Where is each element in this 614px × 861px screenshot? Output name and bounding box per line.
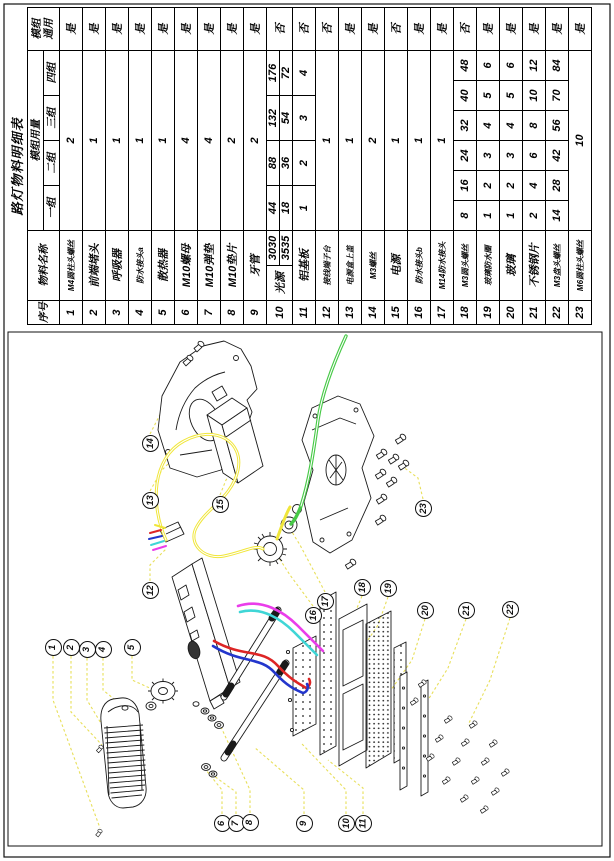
- row-qty: 2: [244, 50, 267, 230]
- row-common: 否: [454, 7, 477, 50]
- page-title: 路灯物料明细表: [10, 117, 25, 216]
- col-header-seq: 序号: [28, 301, 60, 325]
- balloon-2: [63, 639, 80, 656]
- row-common: 否: [385, 7, 408, 50]
- qty-group3: 54: [280, 96, 293, 141]
- row-name: 散热器: [152, 231, 175, 301]
- balloon-number: 20: [419, 604, 431, 616]
- small-screws-left: [95, 744, 103, 837]
- row-qty: 1: [83, 50, 106, 230]
- row-name: 电源盒上盖: [339, 231, 362, 301]
- row-seq: 15: [385, 301, 408, 325]
- balloon-14: [142, 435, 159, 452]
- row-name: M6圆柱头螺丝: [569, 231, 592, 301]
- variant-label: 3030: [267, 231, 280, 266]
- row-name: 不锈钢片: [523, 231, 546, 301]
- row-common: 是: [152, 7, 175, 50]
- qty-sub5: 70: [546, 81, 569, 111]
- row-seq: 20: [500, 301, 523, 325]
- balloon-number: 7: [230, 820, 242, 826]
- qty-sub1: 8: [454, 201, 477, 231]
- row-common: 是: [546, 7, 569, 50]
- balloon-8: [242, 814, 259, 831]
- col-header-group-usage: 模组用量: [28, 50, 44, 230]
- balloon-23: [415, 500, 432, 517]
- qty-sub1: 14: [546, 201, 569, 231]
- balloon-16: [305, 607, 322, 624]
- row-common: 否: [267, 7, 293, 50]
- balloon-number: 15: [214, 498, 226, 510]
- row-seq: 12: [316, 301, 339, 325]
- col-header-group1: 一组: [44, 186, 60, 231]
- balloon-10: [338, 815, 355, 832]
- qty-sub5: 5: [500, 81, 523, 111]
- row-name: 接线端子台: [316, 231, 339, 301]
- row-common: 否: [316, 7, 339, 50]
- terminal-stub-blue: [149, 536, 162, 539]
- row-seq: 14: [362, 301, 385, 325]
- row-name: 玻璃防水圈: [477, 231, 500, 301]
- qty-sub5: 5: [477, 81, 500, 111]
- balloon-18: [354, 579, 371, 596]
- row-seq: 2: [83, 301, 106, 325]
- row-seq: 16: [408, 301, 431, 325]
- balloon-number: 22: [504, 603, 516, 615]
- row-qty: 1: [152, 50, 175, 230]
- row-qty: 1: [316, 50, 339, 230]
- qty-sub4: 8: [523, 111, 546, 141]
- row-common: 是: [408, 7, 431, 50]
- qty-sub2: 2: [500, 171, 523, 201]
- row-common: 是: [60, 7, 83, 50]
- washers: [193, 702, 224, 777]
- qty-sub2: 16: [454, 171, 477, 201]
- row-qty: 4: [175, 50, 198, 230]
- qty-sub6: 48: [454, 50, 477, 80]
- qty-sub1: 1: [500, 201, 523, 231]
- balloon-number: 23: [417, 502, 429, 514]
- qty-group4: 4: [293, 50, 316, 95]
- qty-sub3: 3: [477, 141, 500, 171]
- row-common: 是: [569, 7, 592, 50]
- balloon-21: [458, 602, 475, 619]
- qty-sub6: 12: [523, 50, 546, 80]
- row-seq: 3: [106, 301, 129, 325]
- qty-sub5: 40: [454, 81, 477, 111]
- balloon-17: [317, 593, 334, 610]
- row-seq: 6: [175, 301, 198, 325]
- row-qty: 2: [221, 50, 244, 230]
- row-name: 铝基板: [293, 231, 316, 301]
- row-name: 呼吸器: [106, 231, 129, 301]
- balloon-number: 18: [356, 581, 368, 593]
- qty-sub4: 4: [500, 111, 523, 141]
- row-common: 是: [106, 7, 129, 50]
- row-common: 是: [523, 7, 546, 50]
- row-qty: 4: [198, 50, 221, 230]
- row-common: 是: [175, 7, 198, 50]
- balloon-number: 11: [357, 818, 369, 828]
- balloon-number: 21: [460, 604, 472, 616]
- balloon-number: 6: [216, 820, 228, 826]
- row-qty: 2: [362, 50, 385, 230]
- qty-sub4: 32: [454, 111, 477, 141]
- row-qty: 1: [106, 50, 129, 230]
- row-name: 光源: [267, 266, 293, 301]
- terminal-stub-red: [150, 530, 161, 533]
- qty-sub4: 56: [546, 111, 569, 141]
- row-name: M4圆柱头螺丝: [60, 231, 83, 301]
- qty-group3: 3: [293, 96, 316, 141]
- qty-group3: 132: [267, 96, 280, 141]
- row-common: 是: [339, 7, 362, 50]
- qty-sub1: 1: [477, 201, 500, 231]
- qty-group2: 2: [293, 141, 316, 186]
- row-common: 是: [83, 7, 106, 50]
- row-common: 是: [500, 7, 523, 50]
- row-seq: 13: [339, 301, 362, 325]
- balloon-13: [142, 492, 159, 509]
- row-qty: 1: [339, 50, 362, 230]
- row-seq: 21: [523, 301, 546, 325]
- qty-sub5: 10: [523, 81, 546, 111]
- balloon-number: 9: [298, 820, 310, 826]
- row-common: 是: [362, 7, 385, 50]
- balloon-number: 10: [340, 817, 352, 829]
- row-seq: 9: [244, 301, 267, 325]
- row-name: 防水接头a: [129, 231, 152, 301]
- row-qty: 1: [385, 50, 408, 230]
- variant-label: 3535: [280, 231, 293, 266]
- row-seq: 22: [546, 301, 569, 325]
- row-seq: 18: [454, 301, 477, 325]
- row-name: M3螺丝: [362, 231, 385, 301]
- balloon-number: 8: [244, 819, 256, 825]
- row-qty: 2: [60, 50, 83, 230]
- row-qty: 1: [408, 50, 431, 230]
- balloon-4: [95, 641, 112, 658]
- balloon-number: 17: [319, 595, 331, 607]
- part-breather-disc: [146, 679, 178, 711]
- part-glass-gasket-frame: [339, 604, 367, 766]
- balloon-22: [502, 601, 519, 618]
- qty-sub2: 2: [477, 171, 500, 201]
- row-name: 电源: [385, 231, 408, 301]
- row-name: 玻璃: [500, 231, 523, 301]
- balloon-number: 4: [97, 646, 109, 652]
- row-seq: 5: [152, 301, 175, 325]
- row-seq: 8: [221, 301, 244, 325]
- row-seq: 10: [267, 301, 293, 325]
- qty-sub6: 6: [500, 50, 523, 80]
- qty-sub3: 24: [454, 141, 477, 171]
- row-name: 防水接头b: [408, 231, 431, 301]
- row-qty: 1: [431, 50, 454, 230]
- col-header-group4: 四组: [44, 50, 60, 95]
- balloon-12: [142, 582, 159, 599]
- qty-sub2: 28: [546, 171, 569, 201]
- terminal-stub-cyan: [151, 541, 164, 545]
- row-qty: 10: [569, 50, 592, 230]
- part-steel-strips: [400, 672, 428, 796]
- col-header-group2: 二组: [44, 141, 60, 186]
- balloon-11: [355, 815, 372, 832]
- row-name: 前端堵头: [83, 231, 106, 301]
- qty-group4: 176: [267, 50, 280, 95]
- balloon-number: 12: [144, 584, 156, 596]
- terminal-stub-magenta: [153, 546, 166, 550]
- balloon-1: [45, 639, 62, 656]
- balloon-20: [417, 602, 434, 619]
- balloon-5: [124, 639, 141, 656]
- qty-sub2: 4: [523, 171, 546, 201]
- balloon-15: [212, 496, 229, 513]
- row-name: M3圆头螺丝: [454, 231, 477, 301]
- qty-sub3: 6: [523, 141, 546, 171]
- balloon-number: 5: [126, 644, 138, 650]
- qty-sub6: 6: [477, 50, 500, 80]
- qty-sub6: 84: [546, 50, 569, 80]
- row-name: M10垫片: [221, 231, 244, 301]
- row-seq: 7: [198, 301, 221, 325]
- row-name: 牙管: [244, 231, 267, 301]
- row-qty: 1: [129, 50, 152, 230]
- common-header-line2: 通用: [42, 18, 55, 40]
- qty-group1: 1: [293, 186, 316, 231]
- qty-group2: 36: [280, 141, 293, 186]
- part-threaded-tubes: [224, 610, 286, 758]
- qty-group4: 72: [280, 50, 293, 95]
- common-header-line1: 模组: [30, 18, 43, 40]
- balloon-number: 14: [144, 437, 156, 449]
- col-header-name: 物料名称: [28, 231, 60, 301]
- part-ribbed-front-cover: [101, 698, 146, 808]
- row-common: 是: [244, 7, 267, 50]
- balloon-3: [79, 641, 96, 658]
- qty-group1: 18: [280, 186, 293, 231]
- row-seq: 1: [60, 301, 83, 325]
- row-name: M10弹垫: [198, 231, 221, 301]
- row-common: 是: [129, 7, 152, 50]
- row-common: 是: [477, 7, 500, 50]
- qty-group2: 88: [267, 141, 280, 186]
- row-seq: 23: [569, 301, 592, 325]
- row-common: 是: [198, 7, 221, 50]
- qty-sub1: 2: [523, 201, 546, 231]
- row-seq: 4: [129, 301, 152, 325]
- qty-sub3: 3: [500, 141, 523, 171]
- row-name: M14防水接头: [431, 231, 454, 301]
- balloon-number: 3: [81, 646, 93, 652]
- balloon-9: [296, 815, 313, 832]
- row-common: 是: [431, 7, 454, 50]
- row-seq: 19: [477, 301, 500, 325]
- row-common: 否: [293, 7, 316, 50]
- col-header-group3: 三组: [44, 96, 60, 141]
- balloon-number: 2: [65, 644, 77, 650]
- balloon-number: 19: [382, 582, 394, 594]
- row-name: M3盘头螺丝: [546, 231, 569, 301]
- qty-group1: 44: [267, 186, 280, 231]
- balloon-number: 1: [47, 644, 59, 650]
- row-seq: 11: [293, 301, 316, 325]
- row-seq: 17: [431, 301, 454, 325]
- balloon-number: 13: [144, 494, 156, 506]
- qty-sub3: 42: [546, 141, 569, 171]
- balloon-19: [380, 580, 397, 597]
- row-common: 是: [221, 7, 244, 50]
- balloon-number: 16: [307, 609, 319, 621]
- part-front-end-housing: [302, 396, 374, 553]
- qty-sub4: 4: [477, 111, 500, 141]
- row-name: M10螺母: [175, 231, 198, 301]
